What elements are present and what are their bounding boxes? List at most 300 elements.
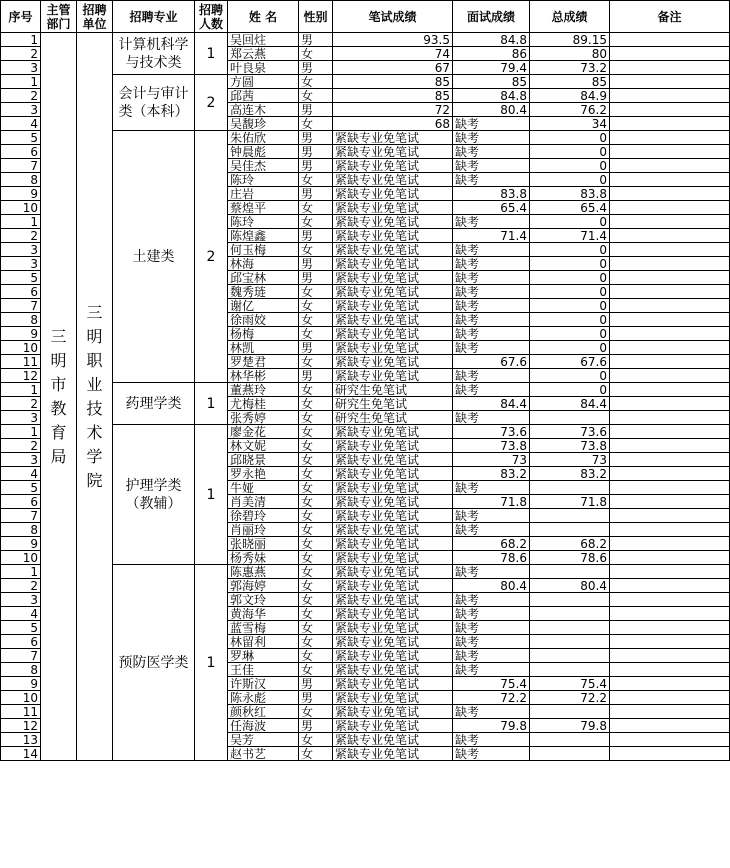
- name-cell: 廖金花: [228, 425, 299, 439]
- seq-cell: 6: [1, 145, 41, 159]
- name-cell: 方圆: [228, 75, 299, 89]
- gender-cell: 男: [299, 719, 333, 733]
- total-cell: 0: [530, 159, 610, 173]
- gender-cell: 女: [299, 593, 333, 607]
- seq-cell: 10: [1, 341, 41, 355]
- name-cell: 吴回炷: [228, 33, 299, 47]
- interview-cell: 73: [453, 453, 530, 467]
- name-cell: 陈惠燕: [228, 565, 299, 579]
- seq-cell: 2: [1, 397, 41, 411]
- interview-cell: 缺考: [453, 159, 530, 173]
- interview-cell: 缺考: [453, 299, 530, 313]
- seq-cell: 2: [1, 439, 41, 453]
- written-cell: 紧缺专业免笔试: [333, 229, 453, 243]
- interview-cell: 缺考: [453, 313, 530, 327]
- remark-cell: [610, 747, 730, 761]
- remark-cell: [610, 607, 730, 621]
- gender-cell: 女: [299, 453, 333, 467]
- gender-cell: 女: [299, 607, 333, 621]
- total-cell: [530, 747, 610, 761]
- name-cell: 叶良泉: [228, 61, 299, 75]
- written-cell: 93.5: [333, 33, 453, 47]
- header-seq: 序号: [1, 1, 41, 33]
- total-cell: 0: [530, 383, 610, 397]
- count-cell: 2: [195, 75, 228, 131]
- written-cell: 紧缺专业免笔试: [333, 663, 453, 677]
- remark-cell: [610, 579, 730, 593]
- name-cell: 林华彬: [228, 369, 299, 383]
- name-cell: 吴佳杰: [228, 159, 299, 173]
- seq-cell: 7: [1, 299, 41, 313]
- remark-cell: [610, 481, 730, 495]
- interview-cell: 缺考: [453, 509, 530, 523]
- header-gender: 性别: [299, 1, 333, 33]
- gender-cell: 女: [299, 397, 333, 411]
- seq-cell: 8: [1, 663, 41, 677]
- total-cell: 85: [530, 75, 610, 89]
- interview-cell: 缺考: [453, 117, 530, 131]
- interview-cell: 84.8: [453, 89, 530, 103]
- count-cell: 1: [195, 425, 228, 565]
- unit-cell: 三明职业技术学院: [77, 33, 113, 761]
- remark-cell: [610, 327, 730, 341]
- name-cell: 邱宝林: [228, 271, 299, 285]
- name-cell: 何玉梅: [228, 243, 299, 257]
- interview-cell: 86: [453, 47, 530, 61]
- name-cell: 郭文玲: [228, 593, 299, 607]
- header-total: 总成绩: [530, 1, 610, 33]
- gender-cell: 女: [299, 481, 333, 495]
- written-cell: 紧缺专业免笔试: [333, 495, 453, 509]
- seq-cell: 3: [1, 243, 41, 257]
- name-cell: 朱佑欣: [228, 131, 299, 145]
- name-cell: 张秀婷: [228, 411, 299, 425]
- seq-cell: 11: [1, 705, 41, 719]
- gender-cell: 女: [299, 215, 333, 229]
- remark-cell: [610, 89, 730, 103]
- total-cell: 79.8: [530, 719, 610, 733]
- gender-cell: 女: [299, 313, 333, 327]
- total-cell: 68.2: [530, 537, 610, 551]
- seq-cell: 9: [1, 537, 41, 551]
- gender-cell: 女: [299, 89, 333, 103]
- remark-cell: [610, 33, 730, 47]
- name-cell: 郭海婷: [228, 579, 299, 593]
- total-cell: [530, 565, 610, 579]
- name-cell: 林留利: [228, 635, 299, 649]
- remark-cell: [610, 677, 730, 691]
- written-cell: 紧缺专业免笔试: [333, 467, 453, 481]
- gender-cell: 女: [299, 537, 333, 551]
- written-cell: 紧缺专业免笔试: [333, 313, 453, 327]
- name-cell: 谢亿: [228, 299, 299, 313]
- written-cell: 紧缺专业免笔试: [333, 159, 453, 173]
- interview-cell: 71.8: [453, 495, 530, 509]
- table-body: [1, 33, 730, 761]
- total-cell: 73.8: [530, 439, 610, 453]
- gender-cell: 男: [299, 131, 333, 145]
- gender-cell: 男: [299, 33, 333, 47]
- remark-cell: [610, 243, 730, 257]
- name-cell: 肖丽玲: [228, 523, 299, 537]
- written-cell: 紧缺专业免笔试: [333, 145, 453, 159]
- total-cell: [530, 733, 610, 747]
- written-cell: 紧缺专业免笔试: [333, 593, 453, 607]
- written-cell: 紧缺专业免笔试: [333, 537, 453, 551]
- seq-cell: 9: [1, 327, 41, 341]
- seq-cell: 5: [1, 621, 41, 635]
- gender-cell: 女: [299, 579, 333, 593]
- name-cell: 张晓丽: [228, 537, 299, 551]
- name-cell: 许斯汉: [228, 677, 299, 691]
- gender-cell: 女: [299, 355, 333, 369]
- interview-cell: 72.2: [453, 691, 530, 705]
- written-cell: 紧缺专业免笔试: [333, 327, 453, 341]
- gender-cell: 女: [299, 201, 333, 215]
- gender-cell: 女: [299, 747, 333, 761]
- total-cell: 83.2: [530, 467, 610, 481]
- written-cell: 68: [333, 117, 453, 131]
- total-cell: 0: [530, 285, 610, 299]
- gender-cell: 男: [299, 257, 333, 271]
- name-cell: 高连木: [228, 103, 299, 117]
- written-cell: 紧缺专业免笔试: [333, 201, 453, 215]
- written-cell: 紧缺专业免笔试: [333, 369, 453, 383]
- written-cell: 紧缺专业免笔试: [333, 621, 453, 635]
- written-cell: 紧缺专业免笔试: [333, 215, 453, 229]
- remark-cell: [610, 285, 730, 299]
- interview-cell: 缺考: [453, 145, 530, 159]
- name-cell: 陈玲: [228, 173, 299, 187]
- remark-cell: [610, 145, 730, 159]
- header-row: [1, 1, 730, 33]
- total-cell: 0: [530, 369, 610, 383]
- total-cell: 0: [530, 341, 610, 355]
- written-cell: 紧缺专业免笔试: [333, 425, 453, 439]
- written-cell: 紧缺专业免笔试: [333, 509, 453, 523]
- total-cell: 71.8: [530, 495, 610, 509]
- interview-cell: 缺考: [453, 621, 530, 635]
- seq-cell: 9: [1, 677, 41, 691]
- name-cell: 吴芳: [228, 733, 299, 747]
- interview-cell: 缺考: [453, 215, 530, 229]
- gender-cell: 男: [299, 103, 333, 117]
- gender-cell: 男: [299, 341, 333, 355]
- written-cell: 74: [333, 47, 453, 61]
- total-cell: 71.4: [530, 229, 610, 243]
- written-cell: 67: [333, 61, 453, 75]
- remark-cell: [610, 159, 730, 173]
- interview-cell: 83.8: [453, 187, 530, 201]
- header-name: 姓 名: [228, 1, 299, 33]
- name-cell: 吴馥珍: [228, 117, 299, 131]
- total-cell: 0: [530, 299, 610, 313]
- written-cell: 紧缺专业免笔试: [333, 453, 453, 467]
- major-cell: 预防医学类: [113, 565, 195, 761]
- remark-cell: [610, 705, 730, 719]
- remark-cell: [610, 75, 730, 89]
- remark-cell: [610, 621, 730, 635]
- major-cell: 护理学类（教辅）: [113, 425, 195, 565]
- header-major: 招聘专业: [113, 1, 195, 33]
- gender-cell: 女: [299, 173, 333, 187]
- gender-cell: 男: [299, 271, 333, 285]
- dept-cell: 三明市教育局: [41, 33, 77, 761]
- interview-cell: 缺考: [453, 565, 530, 579]
- remark-cell: [610, 299, 730, 313]
- written-cell: 紧缺专业免笔试: [333, 635, 453, 649]
- interview-cell: 缺考: [453, 243, 530, 257]
- remark-cell: [610, 131, 730, 145]
- written-cell: 紧缺专业免笔试: [333, 439, 453, 453]
- name-cell: 邱茜: [228, 89, 299, 103]
- seq-cell: 1: [1, 565, 41, 579]
- gender-cell: 女: [299, 495, 333, 509]
- written-cell: 研究生免笔试: [333, 383, 453, 397]
- interview-cell: 68.2: [453, 537, 530, 551]
- name-cell: 赵书艺: [228, 747, 299, 761]
- name-cell: 杨梅: [228, 327, 299, 341]
- total-cell: 75.4: [530, 677, 610, 691]
- remark-cell: [610, 495, 730, 509]
- seq-cell: 3: [1, 593, 41, 607]
- remark-cell: [610, 117, 730, 131]
- gender-cell: 女: [299, 285, 333, 299]
- written-cell: 紧缺专业免笔试: [333, 299, 453, 313]
- written-cell: 紧缺专业免笔试: [333, 271, 453, 285]
- remark-cell: [610, 635, 730, 649]
- interview-cell: 缺考: [453, 131, 530, 145]
- name-cell: 邱晓景: [228, 453, 299, 467]
- gender-cell: 女: [299, 425, 333, 439]
- gender-cell: 女: [299, 649, 333, 663]
- count-cell: 2: [195, 131, 228, 383]
- gender-cell: 女: [299, 327, 333, 341]
- total-cell: [530, 607, 610, 621]
- gender-cell: 男: [299, 229, 333, 243]
- gender-cell: 男: [299, 61, 333, 75]
- seq-cell: 7: [1, 509, 41, 523]
- remark-cell: [610, 691, 730, 705]
- interview-cell: 79.4: [453, 61, 530, 75]
- name-cell: 罗琳: [228, 649, 299, 663]
- interview-cell: 缺考: [453, 593, 530, 607]
- gender-cell: 男: [299, 187, 333, 201]
- seq-cell: 2: [1, 89, 41, 103]
- interview-cell: 缺考: [453, 523, 530, 537]
- total-cell: 73: [530, 453, 610, 467]
- total-cell: 80.4: [530, 579, 610, 593]
- remark-cell: [610, 467, 730, 481]
- gender-cell: 女: [299, 383, 333, 397]
- remark-cell: [610, 397, 730, 411]
- name-cell: 黄海华: [228, 607, 299, 621]
- seq-cell: 3: [1, 411, 41, 425]
- count-cell: 1: [195, 565, 228, 761]
- header-unit: 招聘单位: [77, 1, 113, 33]
- total-cell: 0: [530, 243, 610, 257]
- total-cell: 84.9: [530, 89, 610, 103]
- name-cell: 魏秀琏: [228, 285, 299, 299]
- name-cell: 杨秀妹: [228, 551, 299, 565]
- name-cell: 任海波: [228, 719, 299, 733]
- seq-cell: 5: [1, 131, 41, 145]
- remark-cell: [610, 733, 730, 747]
- interview-cell: 83.2: [453, 467, 530, 481]
- gender-cell: 女: [299, 523, 333, 537]
- interview-cell: 缺考: [453, 271, 530, 285]
- written-cell: 紧缺专业免笔试: [333, 705, 453, 719]
- gender-cell: 女: [299, 439, 333, 453]
- interview-cell: 缺考: [453, 635, 530, 649]
- gender-cell: 女: [299, 551, 333, 565]
- total-cell: 78.6: [530, 551, 610, 565]
- seq-cell: 6: [1, 285, 41, 299]
- total-cell: 67.6: [530, 355, 610, 369]
- gender-cell: 女: [299, 243, 333, 257]
- written-cell: 紧缺专业免笔试: [333, 523, 453, 537]
- gender-cell: 女: [299, 621, 333, 635]
- gender-cell: 女: [299, 467, 333, 481]
- written-cell: 研究生免笔试: [333, 411, 453, 425]
- remark-cell: [610, 565, 730, 579]
- gender-cell: 女: [299, 733, 333, 747]
- remark-cell: [610, 649, 730, 663]
- interview-cell: 78.6: [453, 551, 530, 565]
- gender-cell: 男: [299, 691, 333, 705]
- written-cell: 紧缺专业免笔试: [333, 285, 453, 299]
- remark-cell: [610, 47, 730, 61]
- remark-cell: [610, 313, 730, 327]
- remark-cell: [610, 341, 730, 355]
- total-cell: 0: [530, 131, 610, 145]
- interview-cell: 84.4: [453, 397, 530, 411]
- written-cell: 紧缺专业免笔试: [333, 551, 453, 565]
- interview-cell: 79.8: [453, 719, 530, 733]
- interview-cell: 缺考: [453, 705, 530, 719]
- seq-cell: 4: [1, 607, 41, 621]
- remark-cell: [610, 187, 730, 201]
- written-cell: 85: [333, 75, 453, 89]
- name-cell: 董燕玲: [228, 383, 299, 397]
- remark-cell: [610, 523, 730, 537]
- remark-cell: [610, 103, 730, 117]
- interview-cell: 67.6: [453, 355, 530, 369]
- remark-cell: [610, 537, 730, 551]
- name-cell: 罗永艳: [228, 467, 299, 481]
- seq-cell: 1: [1, 425, 41, 439]
- remark-cell: [610, 355, 730, 369]
- remark-cell: [610, 453, 730, 467]
- seq-cell: 12: [1, 369, 41, 383]
- written-cell: 紧缺专业免笔试: [333, 341, 453, 355]
- interview-cell: 73.8: [453, 439, 530, 453]
- interview-cell: 缺考: [453, 649, 530, 663]
- total-cell: [530, 593, 610, 607]
- remark-cell: [610, 509, 730, 523]
- seq-cell: 8: [1, 523, 41, 537]
- gender-cell: 女: [299, 705, 333, 719]
- seq-cell: 8: [1, 173, 41, 187]
- seq-cell: 9: [1, 187, 41, 201]
- seq-cell: 3: [1, 61, 41, 75]
- name-cell: 牛娅: [228, 481, 299, 495]
- seq-cell: 2: [1, 229, 41, 243]
- header-interview: 面试成绩: [453, 1, 530, 33]
- seq-cell: 1: [1, 215, 41, 229]
- seq-cell: 4: [1, 117, 41, 131]
- remark-cell: [610, 215, 730, 229]
- name-cell: 王佳: [228, 663, 299, 677]
- remark-cell: [610, 201, 730, 215]
- name-cell: 陈玲: [228, 215, 299, 229]
- name-cell: 陈永彪: [228, 691, 299, 705]
- seq-cell: 6: [1, 635, 41, 649]
- interview-cell: 缺考: [453, 369, 530, 383]
- total-cell: [530, 481, 610, 495]
- total-cell: [530, 523, 610, 537]
- total-cell: 0: [530, 257, 610, 271]
- gender-cell: 女: [299, 117, 333, 131]
- gender-cell: 女: [299, 75, 333, 89]
- seq-cell: 6: [1, 495, 41, 509]
- seq-cell: 10: [1, 551, 41, 565]
- name-cell: 罗楚君: [228, 355, 299, 369]
- interview-cell: 缺考: [453, 481, 530, 495]
- written-cell: 紧缺专业免笔试: [333, 187, 453, 201]
- count-cell: 1: [195, 33, 228, 75]
- remark-cell: [610, 551, 730, 565]
- header-remark: 备注: [610, 1, 730, 33]
- name-cell: 徐碧玲: [228, 509, 299, 523]
- total-cell: 0: [530, 215, 610, 229]
- written-cell: 紧缺专业免笔试: [333, 747, 453, 761]
- name-cell: 颜秋红: [228, 705, 299, 719]
- remark-cell: [610, 439, 730, 453]
- written-cell: 紧缺专业免笔试: [333, 131, 453, 145]
- name-cell: 徐雨姣: [228, 313, 299, 327]
- remark-cell: [610, 173, 730, 187]
- total-cell: [530, 509, 610, 523]
- seq-cell: 5: [1, 271, 41, 285]
- interview-cell: 84.8: [453, 33, 530, 47]
- gender-cell: 女: [299, 299, 333, 313]
- written-cell: 紧缺专业免笔试: [333, 257, 453, 271]
- seq-cell: 14: [1, 747, 41, 761]
- written-cell: 紧缺专业免笔试: [333, 481, 453, 495]
- remark-cell: [610, 719, 730, 733]
- name-cell: 蔡煌平: [228, 201, 299, 215]
- gender-cell: 女: [299, 565, 333, 579]
- name-cell: 庄岩: [228, 187, 299, 201]
- header-count: 招聘人数: [195, 1, 228, 33]
- interview-cell: 缺考: [453, 341, 530, 355]
- interview-cell: 缺考: [453, 607, 530, 621]
- interview-cell: 80.4: [453, 103, 530, 117]
- written-cell: 紧缺专业免笔试: [333, 243, 453, 257]
- interview-cell: 缺考: [453, 383, 530, 397]
- gender-cell: 女: [299, 663, 333, 677]
- table-row: [1, 33, 730, 47]
- total-cell: [530, 411, 610, 425]
- written-cell: 紧缺专业免笔试: [333, 649, 453, 663]
- gender-cell: 男: [299, 677, 333, 691]
- interview-cell: 缺考: [453, 173, 530, 187]
- seq-cell: 1: [1, 33, 41, 47]
- total-cell: [530, 663, 610, 677]
- total-cell: 89.15: [530, 33, 610, 47]
- written-cell: 紧缺专业免笔试: [333, 579, 453, 593]
